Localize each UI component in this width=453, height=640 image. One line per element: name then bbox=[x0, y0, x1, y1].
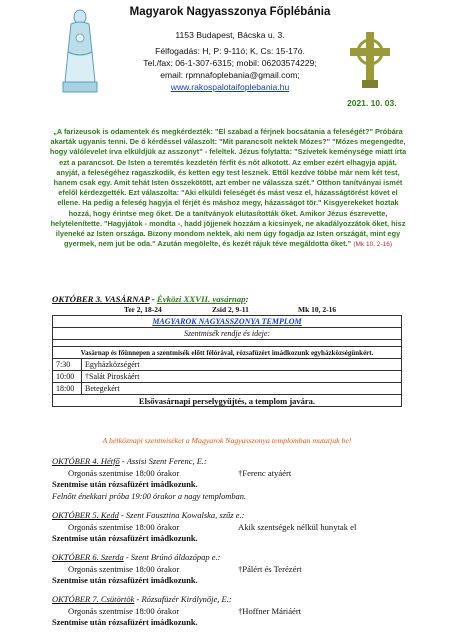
mass-time: 7:30 bbox=[53, 359, 82, 371]
day-saint: - Szent Fausztina Kowalska, szűz e.: bbox=[118, 510, 245, 520]
reading-second: Zsid 2, 9-11 bbox=[212, 305, 249, 314]
website-link[interactable]: www.rakospalotaifoplebania.hu bbox=[170, 82, 290, 92]
mass-time: 18:00 bbox=[53, 383, 82, 395]
temple-name: MAGYAROK NAGYASSZONYA TEMPLOM bbox=[53, 316, 402, 328]
phone-numbers: Tel./fax: 06-1-307-6315; mobil: 06203574229; bbox=[143, 58, 317, 68]
day-title: OKTÓBER 6. Szerda bbox=[52, 552, 124, 562]
sunday-title: OKTÓBER 3. VASÁRNAP bbox=[52, 294, 150, 304]
rosary-line: Szentmise után rózsafüzért imádkozunk. bbox=[52, 576, 198, 585]
sunday-subtitle: Évközi XXVII. vasárnap bbox=[156, 294, 246, 304]
madonna-statue-logo bbox=[58, 8, 102, 96]
sunday-heading bbox=[52, 294, 249, 304]
day-saint: - Szent Brúnó áldozópap e.: bbox=[123, 552, 221, 562]
day-heading bbox=[52, 552, 221, 562]
mass-intention: †Hoffner Máriáért bbox=[238, 606, 302, 616]
sunday-dash: - bbox=[149, 294, 157, 304]
rosary-notice: Vasárnap és főünnepen a szentmisék előtt félórával, rózsafüzért imádkozunk egyházközségünkért. bbox=[53, 347, 402, 359]
day-saint: - Assisi Szent Ferenc, E.: bbox=[119, 456, 207, 466]
mass-intention: †Ferenc atyáért bbox=[238, 468, 292, 478]
sunday-schedule-table bbox=[52, 315, 402, 407]
reading-first: Ter 2, 18-24 bbox=[124, 305, 162, 314]
office-hours: Félfogadás: H, P: 9-11ó; K, Cs: 15-17ó. bbox=[155, 46, 305, 56]
mass-time-line: Orgonás szentmise 18:00 órakor bbox=[68, 564, 180, 574]
day-saint: - Rózsafüzér Királynője, E.: bbox=[134, 594, 232, 604]
gospel-text: „A farizeusok is odamentek és megkérdezték: "El szabad a férjnek bocsátania a feleségét?" Próbára akarták ugyanis tenni. De ő kérdéssel válaszolt: "Mit parancsolt nektek Mózes?" "Mózes megengedte, hogy válólevelet írva elküldjük az asszonyt" - feleltek. Jézus folytatta: "Szívetek keménysége miatt írta ezt a parancsot. De Isten a teremtés kezdetén férfit és nőt alkotott. Az ember ezért elhagyja apját, anyját, a feleségéhez ragaszkodik, és ketten egy test lesznek. Ettől kezdve többé már nem két test, hanem csak egy. Amit tehát Isten összekötött, azt ember ne válassza szét." Otthon tanítványai ismét efelől kérdezgették. Ezt válaszolta: "Aki elküldi feleségét és mást vesz el, házasságtörést követ el ellene. Ha pedig a feleség hagyja el férjét és máshoz megy, házasságot tör." Kisgyerekeket hoztak hozzá, hogy érintse meg őket. De a tanítványok elutasították őket. Amikor Jézus észrevette, helytelenítette. "Hagyjátok - mondta -, hadd jöjjenek hozzám a kicsinyek, ne akadályozzátok őket, hisz ilyeneké az Isten országa. Bizony mondom nektek, aki nem úgy fogadja az Isten országát, mint egy gyermek, nem jut be oda." Azután megölelte, és kezét rájuk téve megáldotta őket.” bbox=[49, 127, 407, 249]
rosary-line: Szentmise után rózsafüzért imádkozunk. bbox=[52, 534, 198, 543]
weekday-note: A hétköznapi szentmiséket a Magyarok Nagyasszonya templomban mutatjuk be! bbox=[102, 436, 352, 445]
gospel-reference: (Mk 10, 2-16) bbox=[353, 241, 392, 249]
parish-title: Magyarok Nagyasszonya Főplébánia bbox=[129, 6, 331, 18]
mass-row bbox=[53, 371, 402, 383]
mass-intention: †Pálért és Terézért bbox=[238, 564, 302, 574]
schedule-title: Szentmisék rendje és ideje: bbox=[53, 328, 402, 340]
day-title: OKTÓBER 5. Kedd bbox=[52, 510, 119, 520]
spacer-row bbox=[53, 340, 402, 347]
mass-row bbox=[53, 383, 402, 395]
parish-address: 1153 Budapest, Bácska u. 3. bbox=[175, 30, 285, 40]
gospel-quote bbox=[48, 127, 408, 250]
mass-row bbox=[53, 359, 402, 371]
celtic-cross-logo bbox=[346, 30, 394, 90]
mass-time: 10:00 bbox=[53, 371, 82, 383]
choir-rehearsal: Felnőtt énekkari próba 19:00 órakor a nagy templomban. bbox=[52, 492, 246, 501]
mass-intention: Betegekért bbox=[82, 383, 402, 395]
mass-intention: Egyházközségért bbox=[82, 359, 402, 371]
day-title: OKTÓBER 7. Csütörtök bbox=[52, 594, 135, 604]
rosary-line: Szentmise után rózsafüzért imádkozunk. bbox=[52, 480, 198, 489]
mass-intention: †Salát Piroskáért bbox=[82, 371, 402, 383]
mass-time-line: Orgonás szentmise 18:00 órakor bbox=[68, 468, 180, 478]
collection-notice: Elsővasárnapi perselygyűjtés, a templom javára. bbox=[53, 395, 402, 407]
rosary-line: Szentmise után rózsafüzért imádkozunk. bbox=[52, 618, 198, 627]
mass-time-line: Orgonás szentmise 18:00 órakor bbox=[68, 606, 180, 616]
bulletin-date: 2021. 10. 03. bbox=[347, 98, 397, 108]
day-heading bbox=[52, 510, 244, 520]
mass-time-line: Orgonás szentmise 18:00 órakor bbox=[68, 522, 180, 532]
day-heading bbox=[52, 456, 207, 466]
mass-intention: Akik szentségek nélkül hunytak el bbox=[238, 522, 357, 532]
day-heading bbox=[52, 594, 232, 604]
day-title: OKTÓBER 4. Hétfő bbox=[52, 456, 120, 466]
reading-gospel: Mk 10, 2-16 bbox=[298, 305, 337, 314]
email-address: email: rpmnafoplebania@gmail.com; bbox=[160, 70, 300, 80]
sunday-colon: : bbox=[245, 294, 249, 304]
